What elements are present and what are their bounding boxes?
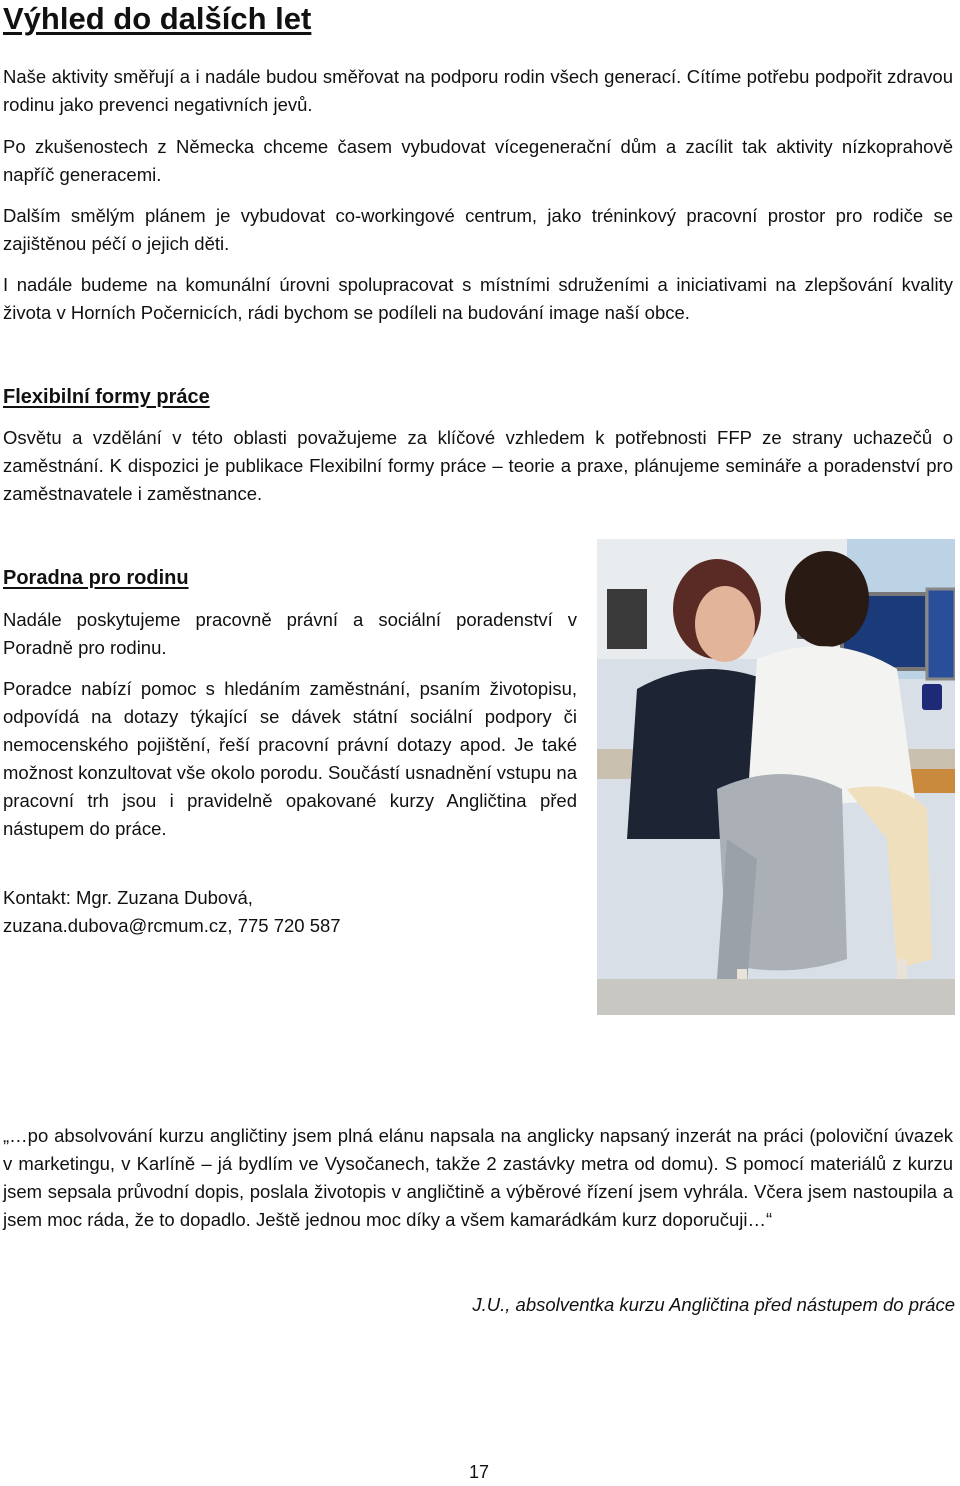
page-number: 17 [468, 1462, 490, 1482]
intro-paragraph-4: I nadále budeme na komunální úrovni spolupracovat s místními sdruženími a iniciativami na zlepšování kvality života v Horních Počernicích, rádi bychom se podíleli na budování image naší obce. [3, 274, 953, 323]
testimonial-signature: J.U., absolventka kurzu Angličtina před nástupem do práce [472, 1294, 955, 1315]
poradna-heading: Poradna pro rodinu [3, 567, 189, 589]
contact-line-1: Kontakt: Mgr. Zuzana Dubová, [3, 887, 253, 908]
intro-paragraph-1: Naše aktivity směřují a i nadále budou směřovat na podporu rodin všech generací. Cítíme potřebu podpořit zdravou rodinu jako prevenci negativních jevů. [3, 66, 953, 115]
testimonial-quote: „…po absolvování kurzu angličtiny jsem plná elánu napsala na anglicky napsaný inzerát na práci (poloviční úvazek v marketingu, v Karlíně – já bydlím ve Vysočanech, takže 2 zastávky metra od domu). S pomocí materiálů z kurzu jsem sepsala průvodní dopis, poslala životopis v angličtině a výběrové řízení jsem vyhrála. Včera jsem nastoupila a jsem moc ráda, že to dopadlo. Ještě jednou moc díky a všem kamarádkám kurz doporučuji…“ [3, 1125, 953, 1230]
poradna-paragraph-2: Poradce nabízí pomoc s hledáním zaměstnání, psaním životopisu, odpovídá na dotazy týkající se dávek státní sociální podpory či nemocenského pojištění, řeší pracovní právní dotazy apod. Je také možnost konzultovat vše okolo porodu. Součástí usnadnění vstupu na pracovní trh jsou i pravidelně opakované kurzy Angličtina před nástupem do práce. [3, 678, 577, 839]
ffp-paragraph: Osvětu a vzdělání v této oblasti považujeme za klíčové vzhledem k potřebnosti FFP ze strany uchazečů o zaměstnání. K dispozici je publikace Flexibilní formy práce – teorie a praxe, plánujeme semináře a poradenství pro zaměstnavatele i zaměstnance. [3, 427, 953, 504]
ffp-heading: Flexibilní formy práce [3, 386, 210, 408]
contact-email-phone: zuzana.dubova@rcmum.cz, 775 720 587 [3, 915, 341, 936]
page-title: Výhled do dalších let [3, 1, 312, 36]
counselling-photo [597, 539, 955, 1015]
intro-paragraph-2: Po zkušenostech z Německa chceme časem vybudovat vícegenerační dům a zacílit tak aktivity nízkoprahově napříč generacemi. [3, 136, 953, 185]
intro-paragraph-3: Dalším smělým plánem je vybudovat co-workingové centrum, jako tréninkový pracovní prostor pro rodiče se zajištěnou péčí o jejich děti. [3, 205, 953, 254]
poradna-paragraph-1: Nadále poskytujeme pracovně právní a sociální poradenství v Poradně pro rodinu. [3, 609, 577, 658]
